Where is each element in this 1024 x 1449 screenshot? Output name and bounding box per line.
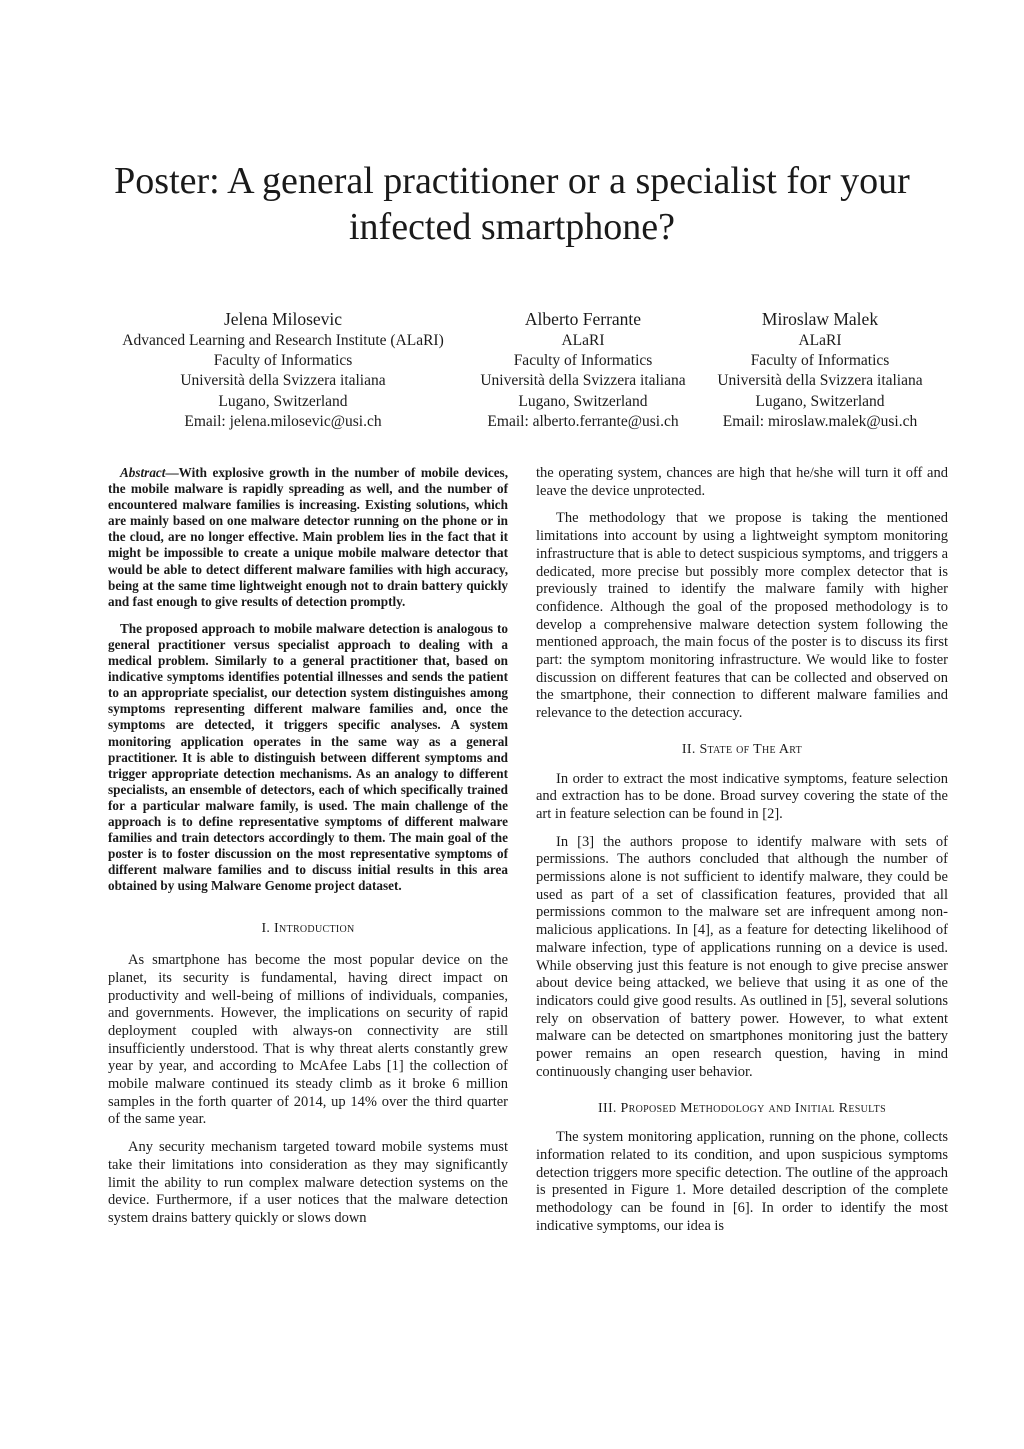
section-number: III. [598,1100,617,1116]
paper-title-line-1: Poster: A general practitioner or a specialist for your [114,160,910,202]
author-university: Università della Svizzera italiana [717,372,923,390]
author-email: Email: jelena.milosevic@usi.ch [184,412,382,430]
abstract-text-1: —With explosive growth in the number of mobile devices, the mobile malware is rapidly spreading as well, and the number of encountered malware families is increasing. Existing solutions, which are mainly based on one malware detector running on the phone or in the cloud, are no longer effective. Main problem lies in the fact that it might be impossible to create a unique mobile malware detector that would be able to detect different malware families with high accuracy, being at the same time lightweight enough not to drain battery quickly and fast enough to give results of detection promptly. [108,465,508,609]
section-heading-proposed-methodology [536,1100,948,1118]
author-location: Lugano, Switzerland [218,392,348,410]
paper-title-line-2: infected smartphone? [348,206,676,248]
author-email: Email: alberto.ferrante@usi.ch [487,412,679,430]
state-of-art-paragraph-1: In order to extract the most indicative symptoms, feature selection and extraction has to be done. Broad survey covering the state of the art in feature selection can be found in [2]. [536,770,948,822]
author-alberto-ferrante [471,308,695,432]
author-email: Email: miroslaw.malek@usi.ch [722,412,918,430]
author-affiliation: Advanced Learning and Research Institute (ALaRI) [122,332,444,349]
abstract-paragraph-1 [108,465,508,610]
abstract-paragraph-2: The proposed approach to mobile malware detection is analogous to general practitioner versus specialist approach to dealing with a medical problem. Similarly to a general practitioner that, based on indicative symptoms identifies potential illnesses and sends the patient to an appropriate specialist, our detection system distinguishes among symptoms representing different malware families and, once the symptoms are detected, it triggers specific analyses. A system monitoring application operates in the same way as a general practitioner. It is able to distinguish between different symptoms and trigger appropriate detection mechanisms. As an analogy to different specialists, an ensemble of detectors, each of which specifically trained for a particular malware family, is used. The main challenge of the approach is to define representative symptoms of different malware families and train detectors accordingly to them. The main goal of the poster is to foster discussion on the most representative symptoms of different malware families and to discuss initial results in this area obtained by using Malware Genome project dataset. [108,620,508,894]
author-university: Università della Svizzera italiana [180,372,386,390]
author-jelena-milosevic [95,308,471,432]
section-title: State of The Art [699,741,803,757]
author-name: Miroslaw Malek [761,309,879,329]
intro-paragraph-2: Any security mechanism targeted toward mobile systems must take their limitations into consideration as they may significantly limit the ability to run complex malware detection systems on the device. Furthermore, if a user notices that the malware detection system drains battery quickly or slows down [108,1139,508,1226]
section-title: Proposed Methodology and Initial Results [620,1100,886,1116]
state-of-art-paragraph-2: In [3] the authors propose to identify malware with sets of permissions. The authors concluded that although the number of permissions alone is not sufficient to identify malware, they could be used as part of a set of classification features, provided that all permissions common to the malware set are infrequent among non-malicious applications. In [4], as a feature for detecting likelihood of malware infection, type of applications running on a device is used. While observing just this feature is not enough to give precise answer about device being attacked, we believe that using it as one of the indicators could give good results. As outlined in [5], several solutions rely on observation of battery power. However, to what extent malware can be detected on smartphones monitoring just the battery power remains an open research question, having in mind continuously changing user behavior. [536,833,948,1080]
author-affiliation: ALaRI [561,332,605,349]
author-name: Alberto Ferrante [524,309,642,329]
author-university: Università della Svizzera italiana [480,372,686,390]
author-location: Lugano, Switzerland [755,392,885,410]
methodology-paragraph-1: The system monitoring application, running on the phone, collects information related to its condition, and upon suspicious symptoms detection triggers more specific detection. The outline of the approach is presented in Figure 1. More detailed description of the complete methodology can be found in [6]. In order to identify the most indicative symptoms, our idea is [536,1129,948,1234]
author-miroslaw-malek [705,308,935,432]
paper-title [60,158,964,250]
intro-paragraph-1: As smartphone has become the most popular device on the planet, its security is fundamental, having direct impact on productivity and well-being of millions of individuals, companies, and governments. However, the implications on security of rapid deployment coupled with always-on connectivity are still insufficiently understood. That is why threat alerts constantly grew year by year, and according to McAfee Labs [1] the collection of mobile malware continued its steady climb as it broke 6 million samples in the forth quarter of 2014, up 14% over the third quarter of the same year. [108,952,508,1128]
section-title: Introduction [274,921,355,937]
intro-paragraph-3: The methodology that we propose is taking the mentioned limitations into account by using a lightweight symptom monitoring infrastructure that is able to detect suspicious symptoms, and triggers a dedicated, more precise but possibly more complex detector that is previously trained to identify the malware family with higher confidence. Although the goal of the proposed methodology is to develop a comprehensive malware detection system following the mentioned approach, the main focus of the poster is to discuss its first part: the symptom monitoring infrastructure. We would like to foster discussion on different features that can be collected and observed on the smartphone, their connection to different malware families and relevance to the detection accuracy. [536,510,948,722]
author-affiliation: ALaRI [798,332,842,349]
author-name: Jelena Milosevic [223,309,343,329]
section-number: I. [261,921,271,937]
section-heading-state-of-the-art [536,741,948,759]
right-column [536,465,948,1245]
section-heading-introduction [108,920,508,938]
author-location: Lugano, Switzerland [518,392,648,410]
abstract-label: Abstract [120,465,166,480]
author-faculty: Faculty of Informatics [750,352,890,370]
section-number: II. [681,741,696,757]
author-faculty: Faculty of Informatics [213,352,353,370]
left-column [108,465,508,1238]
author-faculty: Faculty of Informatics [513,352,653,370]
intro-paragraph-2-continued: the operating system, chances are high that he/she will turn it off and leave the device unprotected. [536,465,948,499]
author-block [0,308,1024,438]
